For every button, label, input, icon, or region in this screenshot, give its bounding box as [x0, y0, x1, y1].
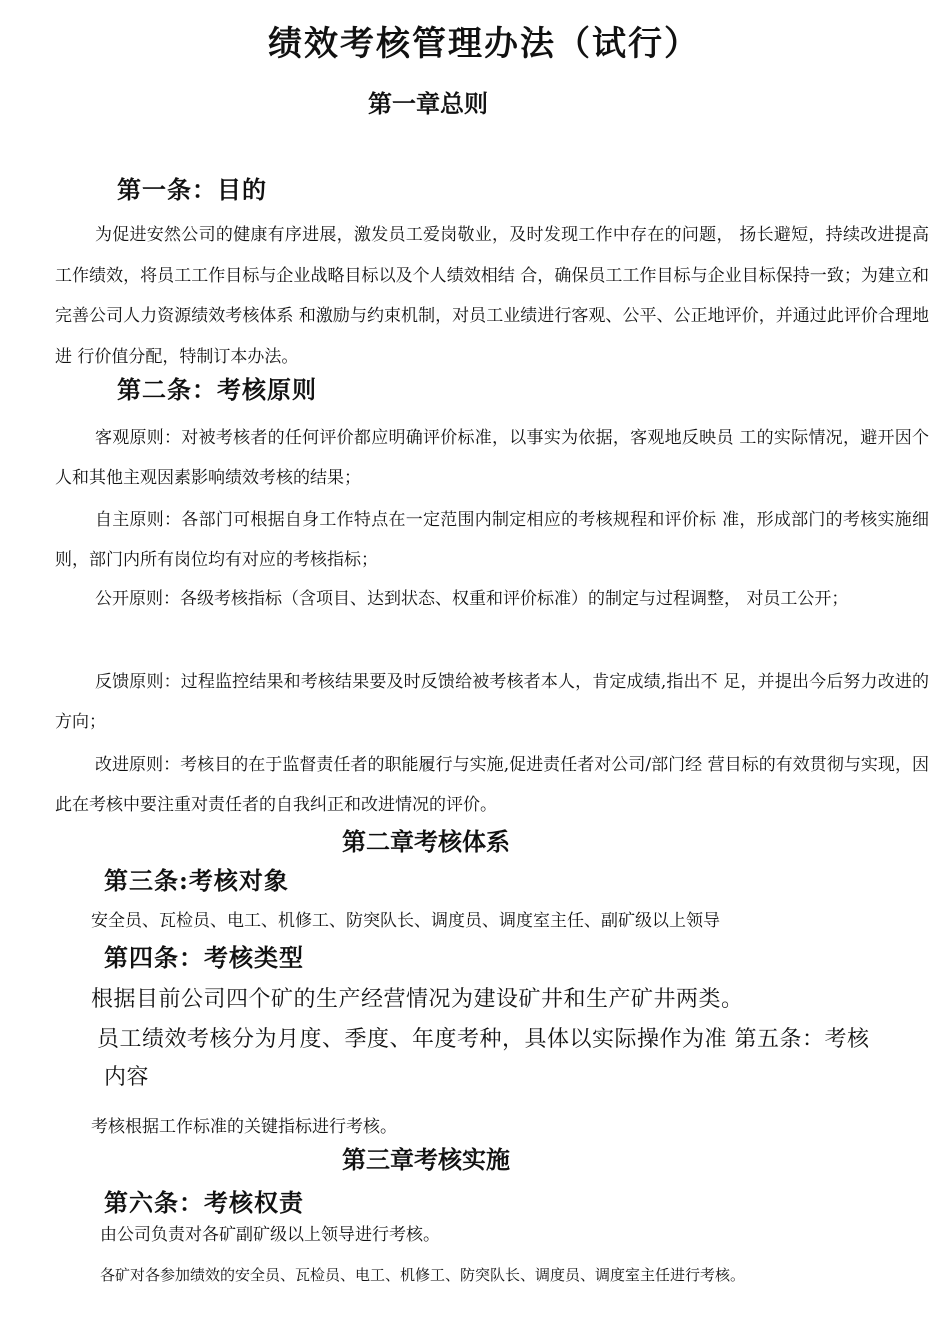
article-6-line-1: 由公司负责对各矿副矿级以上领导进行考核。 — [100, 1225, 440, 1245]
principle-feedback: 反馈原则：过程监控结果和考核结果要及时反馈给被考核者本人，肯定成绩,指出不 足，并提出今后努力改进的方向； — [55, 672, 929, 732]
chapter-2-title: 第二章考核体系 — [342, 827, 510, 856]
article-1-heading: 第一条：目的 — [117, 175, 267, 204]
article-6-line-2: 各矿对各参加绩效的安全员、瓦检员、电工、机修工、防突队长、调度员、调度室主任进行考核。 — [100, 1266, 746, 1284]
article-5-paragraph: 考核根据工作标准的关键指标进行考核。 — [91, 1117, 397, 1137]
chapter-3-title: 第三章考核实施 — [342, 1145, 510, 1174]
principle-objective: 客观原则：对被考核者的任何评价都应明确评价标准，以事实为依据，客观地反映员 工的实际情况，避开因个人和其他主观因素影响绩效考核的结果； — [55, 428, 929, 488]
article-5-heading-continued: 内容 — [104, 1065, 150, 1090]
article-2-heading: 第二条：考核原则 — [117, 375, 317, 404]
document-title: 绩效考核管理办法（试行） — [268, 24, 700, 64]
article-3-paragraph: 安全员、瓦检员、电工、机修工、防突队长、调度员、调度室主任、副矿级以上领导 — [91, 911, 720, 931]
article-3-heading: 第三条:考核对象 — [104, 866, 289, 895]
article-6-heading: 第六条：考核权责 — [104, 1188, 304, 1217]
article-1-paragraph: 为促进安然公司的健康有序进展，激发员工爱岗敬业，及时发现工作中存在的问题， 扬长避短，持续改进提高工作绩效，将员工工作目标与企业战略目标以及个人绩效相结 合，确保员工工作目标与企业目标保持一致；为建立和完善公司人力资源绩效考核体系 和激励与约束机制，对员工业绩进行客观、公平、公正地评价，并通过此评价合理地进 行价值分配，特制订本办法。 — [55, 225, 929, 367]
principle-autonomy: 自主原则：各部门可根据自身工作特点在一定范围内制定相应的考核规程和评价标 准，形成部门的考核实施细则，部门内所有岗位均有对应的考核指标； — [55, 510, 929, 570]
principle-improvement: 改进原则：考核目的在于监督责任者的职能履行与实施,促进责任者对公司/部门经 营目标的有效贯彻与实现，因此在考核中要注重对责任者的自我纠正和改进情况的评价。 — [55, 755, 929, 815]
article-4-line-2: 员工绩效考核分为月度、季度、年度考种，具体以实际操作为准 第五条：考核 — [97, 1027, 870, 1052]
article-4-line-1: 根据目前公司四个矿的生产经营情况为建设矿井和生产矿井两类。 — [91, 987, 744, 1012]
principle-openness: 公开原则：各级考核指标（含项目、达到状态、权重和评价标准）的制定与过程调整， 对员工公开； — [95, 589, 849, 609]
article-4-heading: 第四条：考核类型 — [104, 943, 304, 972]
chapter-1-title: 第一章总则 — [368, 89, 488, 118]
